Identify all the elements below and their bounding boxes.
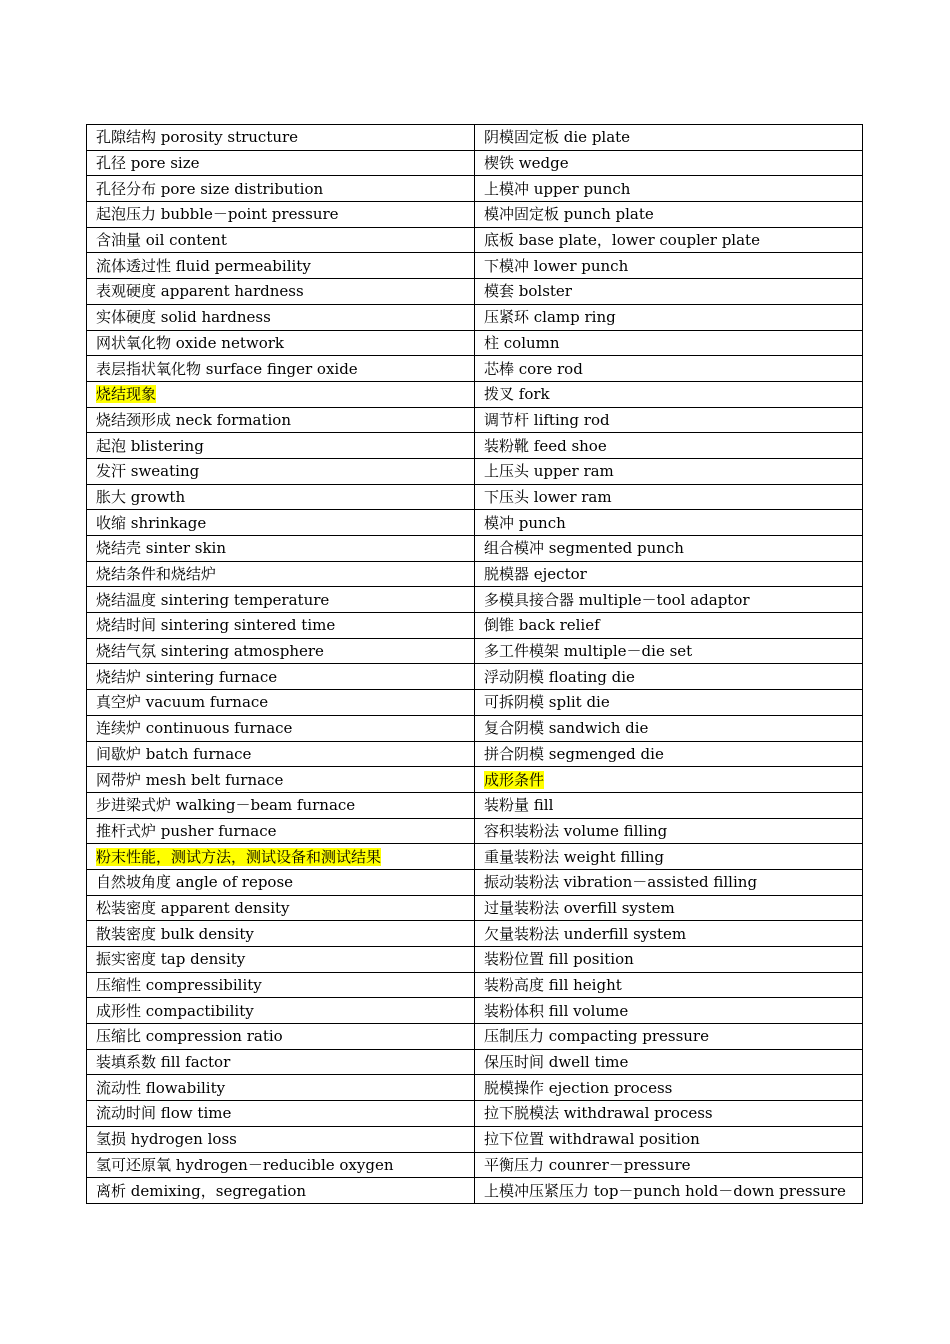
term-text: 孔隙结构 porosity structure <box>96 128 299 147</box>
term-text: 振实密度 tap density <box>96 950 246 969</box>
term-cell-left <box>87 1152 475 1178</box>
table-row <box>87 1126 863 1152</box>
term-cell-left <box>87 998 475 1024</box>
term-text: 浮动阴模 floating die <box>484 667 635 686</box>
term-cell-left <box>87 330 475 356</box>
term-text: 网状氧化物 oxide network <box>96 333 284 352</box>
term-cell-left <box>87 407 475 433</box>
term-text: 容积装粉法 volume filling <box>484 821 668 840</box>
table-row <box>87 895 863 921</box>
table-row <box>87 125 863 151</box>
table-row <box>87 1049 863 1075</box>
term-text: 可拆阴模 split die <box>484 693 610 712</box>
term-cell-right <box>475 561 863 587</box>
term-cell-right <box>475 869 863 895</box>
term-cell-right <box>475 690 863 716</box>
term-cell-left <box>87 1178 475 1204</box>
term-cell-left <box>87 741 475 767</box>
term-cell-left <box>87 1024 475 1050</box>
term-cell-left <box>87 202 475 228</box>
table-row <box>87 613 863 639</box>
term-text: 发汗 sweating <box>96 462 200 481</box>
term-cell-left <box>87 433 475 459</box>
term-cell-right <box>475 844 863 870</box>
table-row <box>87 869 863 895</box>
term-cell-left <box>87 638 475 664</box>
term-text: 调节杆 lifting rod <box>484 410 610 429</box>
table-row <box>87 227 863 253</box>
term-text: 阴模固定板 die plate <box>484 128 631 147</box>
term-text: 表观硬度 apparent hardness <box>96 282 304 301</box>
term-cell-right <box>475 407 863 433</box>
table-row <box>87 767 863 793</box>
term-cell-left <box>87 125 475 151</box>
term-text: 流动性 flowability <box>96 1078 226 1097</box>
term-cell-left <box>87 715 475 741</box>
term-text: 间歇炉 batch furnace <box>96 744 252 763</box>
term-cell-left <box>87 176 475 202</box>
term-cell-left <box>87 869 475 895</box>
table-row <box>87 330 863 356</box>
table-row <box>87 510 863 536</box>
term-cell-right <box>475 1075 863 1101</box>
term-cell-right <box>475 536 863 562</box>
term-cell-right <box>475 150 863 176</box>
table-row <box>87 587 863 613</box>
term-text: 烧结温度 sintering temperature <box>96 590 330 609</box>
term-text: 连续炉 continuous furnace <box>96 719 293 738</box>
term-text: 氢损 hydrogen loss <box>96 1130 237 1149</box>
term-cell-right <box>475 125 863 151</box>
term-cell-left <box>87 381 475 407</box>
table-row <box>87 690 863 716</box>
term-cell-left <box>87 253 475 279</box>
term-cell-right <box>475 356 863 382</box>
term-text: 烧结条件和烧结炉 <box>96 565 217 584</box>
term-text: 模冲 punch <box>484 513 566 532</box>
term-text: 复合阴模 sandwich die <box>484 719 649 738</box>
table-row <box>87 664 863 690</box>
term-cell-right <box>475 1178 863 1204</box>
term-cell-right <box>475 227 863 253</box>
term-cell-right <box>475 741 863 767</box>
term-cell-right <box>475 895 863 921</box>
term-text: 组合模冲 segmented punch <box>484 539 684 558</box>
term-text: 脱模器 ejector <box>484 565 587 584</box>
term-text: 压缩性 compressibility <box>96 976 262 995</box>
term-text: 烧结时间 sintering sintered time <box>96 616 336 635</box>
term-text: 脱模操作 ejection process <box>484 1078 673 1097</box>
term-text: 流体透过性 fluid permeability <box>96 256 311 275</box>
term-text: 收缩 shrinkage <box>96 513 207 532</box>
term-cell-left <box>87 458 475 484</box>
term-cell-right <box>475 921 863 947</box>
section-heading: 成形条件 <box>484 770 545 789</box>
term-cell-right <box>475 792 863 818</box>
table-row <box>87 458 863 484</box>
term-cell-left <box>87 561 475 587</box>
term-text: 柱 column <box>484 333 560 352</box>
term-text: 起泡压力 bubble－point pressure <box>96 205 339 224</box>
term-cell-right <box>475 767 863 793</box>
table-row <box>87 1152 863 1178</box>
term-cell-left <box>87 613 475 639</box>
term-text: 表层指状氧化物 surface finger oxide <box>96 359 358 378</box>
term-cell-left <box>87 484 475 510</box>
table-row <box>87 818 863 844</box>
term-cell-left <box>87 818 475 844</box>
term-cell-left <box>87 844 475 870</box>
term-text: 多工件模架 multiple－die set <box>484 642 693 661</box>
table-row <box>87 715 863 741</box>
term-cell-right <box>475 1126 863 1152</box>
term-cell-right <box>475 972 863 998</box>
term-cell-left <box>87 947 475 973</box>
term-text: 上压头 upper ram <box>484 462 614 481</box>
term-text: 压制压力 compacting pressure <box>484 1027 709 1046</box>
term-cell-left <box>87 792 475 818</box>
term-cell-left <box>87 1101 475 1127</box>
term-text: 振动装粉法 vibration－assisted filling <box>484 873 758 892</box>
term-cell-right <box>475 253 863 279</box>
term-cell-left <box>87 587 475 613</box>
term-text: 倒锥 back relief <box>484 616 600 635</box>
term-text: 散装密度 bulk density <box>96 924 254 943</box>
glossary-table <box>86 124 863 1204</box>
term-text: 氢可还原氧 hydrogen－reducible oxygen <box>96 1155 394 1174</box>
term-text: 烧结颈形成 neck formation <box>96 410 292 429</box>
term-text: 底板 base plate，lower coupler plate <box>484 231 760 250</box>
term-text: 下压头 lower ram <box>484 487 612 506</box>
table-row <box>87 253 863 279</box>
term-cell-left <box>87 921 475 947</box>
term-text: 模冲固定板 punch plate <box>484 205 654 224</box>
term-text: 芯棒 core rod <box>484 359 583 378</box>
table-row <box>87 202 863 228</box>
term-cell-right <box>475 330 863 356</box>
term-text: 拉下位置 withdrawal position <box>484 1130 700 1149</box>
table-row <box>87 484 863 510</box>
term-text: 过量装粉法 overfill system <box>484 898 675 917</box>
term-cell-left <box>87 510 475 536</box>
term-text: 真空炉 vacuum furnace <box>96 693 269 712</box>
term-cell-left <box>87 664 475 690</box>
term-text: 装粉量 fill <box>484 796 554 815</box>
term-cell-right <box>475 1101 863 1127</box>
term-cell-right <box>475 1049 863 1075</box>
table-row <box>87 536 863 562</box>
term-text: 胀大 growth <box>96 487 186 506</box>
term-cell-right <box>475 998 863 1024</box>
table-row <box>87 1024 863 1050</box>
term-cell-left <box>87 304 475 330</box>
term-cell-right <box>475 458 863 484</box>
term-cell-right <box>475 279 863 305</box>
table-row <box>87 972 863 998</box>
term-text: 装粉位置 fill position <box>484 950 634 969</box>
table-row <box>87 407 863 433</box>
table-row <box>87 433 863 459</box>
term-cell-right <box>475 1152 863 1178</box>
term-text: 上模冲 upper punch <box>484 179 631 198</box>
section-heading: 烧结现象 <box>96 385 157 404</box>
term-text: 下模冲 lower punch <box>484 256 629 275</box>
term-cell-left <box>87 536 475 562</box>
term-text: 装粉体积 fill volume <box>484 1001 629 1020</box>
table-row <box>87 150 863 176</box>
term-cell-left <box>87 150 475 176</box>
term-cell-left <box>87 895 475 921</box>
term-cell-left <box>87 227 475 253</box>
term-text: 压缩比 compression ratio <box>96 1027 283 1046</box>
term-text: 网带炉 mesh belt furnace <box>96 770 284 789</box>
term-text: 保压时间 dwell time <box>484 1053 629 1072</box>
term-cell-left <box>87 356 475 382</box>
table-row <box>87 1075 863 1101</box>
glossary-body <box>87 125 863 1204</box>
term-text: 烧结气氛 sintering atmosphere <box>96 642 324 661</box>
term-cell-right <box>475 381 863 407</box>
term-text: 楔铁 wedge <box>484 154 569 173</box>
term-cell-right <box>475 587 863 613</box>
term-cell-right <box>475 947 863 973</box>
table-row <box>87 176 863 202</box>
table-row <box>87 1178 863 1204</box>
term-text: 装粉靴 feed shoe <box>484 436 607 455</box>
term-cell-right <box>475 613 863 639</box>
table-row <box>87 356 863 382</box>
term-text: 上模冲压紧压力 top－punch hold－down pressure <box>484 1181 846 1200</box>
term-cell-left <box>87 767 475 793</box>
table-row <box>87 561 863 587</box>
table-row <box>87 741 863 767</box>
table-row <box>87 381 863 407</box>
term-cell-left <box>87 690 475 716</box>
term-cell-right <box>475 176 863 202</box>
term-cell-right <box>475 484 863 510</box>
table-row <box>87 304 863 330</box>
term-cell-right <box>475 664 863 690</box>
term-cell-right <box>475 510 863 536</box>
term-text: 拼合阴模 segmenged die <box>484 744 664 763</box>
term-text: 成形性 compactibility <box>96 1001 254 1020</box>
term-text: 离析 demixing，segregation <box>96 1181 307 1200</box>
term-text: 孔径 pore size <box>96 154 200 173</box>
term-text: 重量装粉法 weight filling <box>484 847 665 866</box>
section-heading: 粉末性能，测试方法，测试设备和测试结果 <box>96 847 382 866</box>
table-row <box>87 279 863 305</box>
table-row <box>87 947 863 973</box>
term-cell-left <box>87 1049 475 1075</box>
term-cell-left <box>87 972 475 998</box>
term-text: 多模具接合器 multiple－tool adaptor <box>484 590 750 609</box>
term-text: 自然坡角度 angle of repose <box>96 873 294 892</box>
term-cell-right <box>475 818 863 844</box>
term-text: 孔径分布 pore size distribution <box>96 179 324 198</box>
table-row <box>87 638 863 664</box>
term-text: 烧结壳 sinter skin <box>96 539 227 558</box>
term-cell-right <box>475 304 863 330</box>
term-text: 烧结炉 sintering furnace <box>96 667 278 686</box>
term-text: 欠量装粉法 underfill system <box>484 924 687 943</box>
term-text: 流动时间 flow time <box>96 1104 232 1123</box>
table-row <box>87 921 863 947</box>
term-text: 拉下脱模法 withdrawal process <box>484 1104 713 1123</box>
term-cell-right <box>475 1024 863 1050</box>
term-text: 压紧环 clamp ring <box>484 308 616 327</box>
term-cell-right <box>475 202 863 228</box>
term-text: 实体硬度 solid hardness <box>96 308 271 327</box>
table-row <box>87 844 863 870</box>
term-cell-right <box>475 638 863 664</box>
table-row <box>87 792 863 818</box>
term-text: 平衡压力 counrer－pressure <box>484 1155 691 1174</box>
term-text: 装粉高度 fill height <box>484 976 622 995</box>
term-text: 模套 bolster <box>484 282 572 301</box>
term-cell-left <box>87 279 475 305</box>
term-cell-left <box>87 1075 475 1101</box>
term-cell-right <box>475 715 863 741</box>
term-text: 步进梁式炉 walking－beam furnace <box>96 796 356 815</box>
term-text: 装填系数 fill factor <box>96 1053 231 1072</box>
term-text: 推杆式炉 pusher furnace <box>96 821 277 840</box>
term-text: 起泡 blistering <box>96 436 204 455</box>
term-text: 松装密度 apparent density <box>96 898 290 917</box>
table-row <box>87 998 863 1024</box>
term-cell-right <box>475 433 863 459</box>
term-cell-left <box>87 1126 475 1152</box>
term-text: 含油量 oil content <box>96 231 227 250</box>
term-text: 拨叉 fork <box>484 385 550 404</box>
table-row <box>87 1101 863 1127</box>
